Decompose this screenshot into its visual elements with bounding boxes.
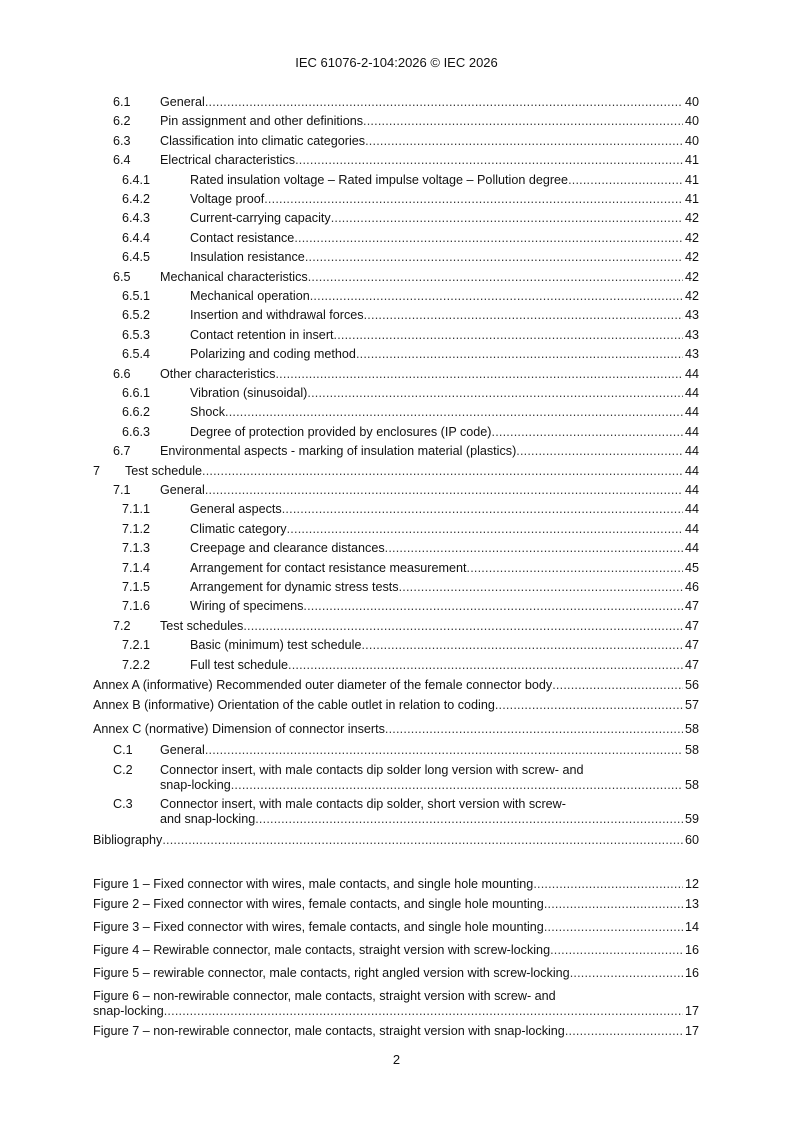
dot-leader [305,249,683,265]
entry-page-number: 44 [684,483,699,497]
entry-number: 7.1.6 [122,599,151,614]
dot-leader [570,965,683,981]
dot-leader [202,463,683,479]
toc-entry[interactable] [93,540,699,556]
entry-title: Shock [190,405,226,420]
entry-page-number: 44 [684,463,699,478]
entry-page-number: 59 [684,812,699,826]
dot-leader [544,919,683,935]
dot-leader [365,133,683,149]
entry-number: 7.1 [113,483,131,497]
toc-entry[interactable] [93,443,699,459]
entry-page-number: 43 [684,308,699,323]
toc-entry[interactable] [93,133,699,149]
entry-page-number: 47 [684,618,699,633]
figure-entry[interactable] [93,896,699,912]
entry-number: 7.1.2 [122,521,151,536]
entry-title: Classification into climatic categories [160,133,366,148]
entry-title: Figure 4 – Rewirable connector, male contacts, straight version with screw-locking [93,943,551,957]
entry-title: Figure 7 – non-rewirable connector, male contacts, straight version with snap-locking [93,1024,565,1038]
entry-number: 7.2.2 [122,657,151,672]
toc-entry[interactable] [93,288,699,304]
toc-entry[interactable] [93,482,699,498]
dot-leader [255,811,683,827]
entry-title-continued: snap-locking [93,1004,164,1018]
toc-entry[interactable] [93,560,699,576]
entry-title: Mechanical operation [190,289,310,303]
entry-number: 6.6.3 [122,424,151,439]
entry-number: 6.1 [113,95,131,109]
dot-leader [467,560,683,576]
entry-title: Environmental aspects - marking of insulation material (plastics) [160,444,517,459]
entry-page-number: 17 [684,1004,699,1018]
entry-number: 6.4.1 [122,172,151,187]
entry-title: Figure 6 – non-rewirable connector, male contacts, straight version with screw- and [93,989,556,1003]
dot-leader [544,896,683,912]
entry-title: Vibration (sinusoidal) [190,386,308,400]
entry-page-number: 42 [684,230,699,245]
toc-entry[interactable] [93,796,699,826]
entry-title: Wiring of specimens [190,599,304,614]
dot-leader [364,307,683,323]
dot-leader [162,832,683,848]
entry-title: Climatic category [190,521,287,536]
entry-title: Electrical characteristics [160,153,296,168]
entry-title: Annex C (normative) Dimension of connector inserts [93,722,385,736]
dot-leader [385,540,683,556]
toc-entry[interactable] [93,762,699,792]
entry-page-number: 60 [684,833,699,847]
dot-leader [295,152,683,168]
toc-entry[interactable] [93,191,699,207]
entry-number: 6.5.1 [122,289,151,303]
entry-page-number: 44 [684,424,699,439]
entry-number: 6.4.4 [122,230,151,245]
entry-page-number: 47 [684,599,699,614]
dot-leader [225,404,683,420]
entry-title: Figure 1 – Fixed connector with wires, male contacts, and single hole mounting [93,877,534,891]
toc-entry[interactable] [93,637,699,653]
toc-entry[interactable] [93,463,699,479]
toc-entry[interactable] [93,501,699,517]
entry-title-continued: and snap-locking [160,812,256,826]
dot-leader [287,521,683,537]
entry-number: 6.5.3 [122,327,151,342]
entry-title: Contact resistance [190,230,295,245]
entry-page-number: 58 [684,743,699,757]
toc-entry[interactable] [93,172,699,188]
dot-leader [356,346,683,362]
entry-title: Pin assignment and other definitions [160,114,364,129]
entry-title: General aspects [190,502,282,517]
entry-page-number: 16 [684,943,699,957]
entry-number: 6.5 [113,269,131,284]
entry-page-number: 44 [684,521,699,536]
toc-entry[interactable] [93,424,699,440]
entry-title: Current-carrying capacity [190,211,331,226]
entry-page-number: 41 [684,172,699,187]
toc-entry[interactable] [93,579,699,595]
entry-page-number: 58 [684,778,699,792]
entry-page-number: 44 [684,366,699,381]
dot-leader [205,94,683,110]
entry-title: Connector insert, with male contacts dip solder, short version with screw- [160,797,566,811]
entry-page-number: 42 [684,269,699,284]
toc-entry[interactable] [93,269,699,285]
toc-entry[interactable] [93,230,699,246]
figure-entry[interactable] [93,988,699,1018]
dot-leader [288,657,683,673]
entry-title-continued: snap-locking [160,778,231,792]
dot-leader [205,742,683,758]
figure-entry[interactable] [93,965,699,981]
dot-leader [334,327,683,343]
entry-page-number: 12 [684,877,699,891]
toc-entry[interactable] [93,404,699,420]
toc-entry[interactable] [93,113,699,129]
entry-number: 6.7 [113,444,131,459]
dot-leader [231,777,683,793]
entry-title: Figure 3 – Fixed connector with wires, female contacts, and single hole mounting [93,920,544,934]
dot-leader [385,721,683,737]
dot-leader [264,191,683,207]
dot-leader [568,172,683,188]
entry-title: Insulation resistance [190,250,305,265]
toc-entry[interactable] [93,742,699,758]
toc-entry[interactable] [93,521,699,537]
entry-number: 6.4.5 [122,250,151,265]
toc-entry[interactable] [93,327,699,343]
toc-entry[interactable] [93,677,699,693]
entry-title: General [160,483,205,497]
dot-leader [307,385,683,401]
entry-title: General [160,95,205,109]
dot-leader [294,230,683,246]
figure-entry[interactable] [93,919,699,935]
entry-number: C.1 [113,743,133,757]
entry-number: 7.1.4 [122,560,151,575]
entry-title: Arrangement for dynamic stress tests [190,580,399,594]
entry-page-number: 44 [684,444,699,459]
entry-page-number: 40 [684,114,699,129]
entry-title: Degree of protection provided by enclosures (IP code) [190,424,492,439]
entry-title: Test schedules [160,618,244,633]
entry-number: 7.2 [113,618,131,633]
entry-number: C.2 [113,763,133,777]
dot-leader [331,210,683,226]
entry-page-number: 45 [684,560,699,575]
entry-title: Full test schedule [190,657,289,672]
entry-title: Rated insulation voltage – Rated impulse voltage – Pollution degree [190,172,569,187]
figure-entry[interactable] [93,942,699,958]
entry-title: Figure 2 – Fixed connector with wires, female contacts, and single hole mounting [93,897,544,911]
entry-title: Arrangement for contact resistance measurement [190,560,467,575]
entry-number: 6.2 [113,114,131,129]
dot-leader [275,366,683,382]
entry-page-number: 16 [684,966,699,980]
dot-leader [492,424,683,440]
entry-title: Mechanical characteristics [160,269,308,284]
entry-number: 6.6.2 [122,405,151,420]
entry-page-number: 47 [684,638,699,653]
entry-page-number: 14 [684,920,699,934]
entry-number: 6.6 [113,366,131,381]
dot-leader [565,1023,683,1039]
toc-entry[interactable] [93,94,699,110]
dot-leader [308,269,683,285]
entry-number: 6.5.4 [122,347,151,362]
toc-entry[interactable] [93,366,699,382]
entry-title: Polarizing and coding method [190,347,356,362]
entry-title: Connector insert, with male contacts dip solder long version with screw- and [160,763,584,777]
dot-leader [399,579,683,595]
entry-page-number: 42 [684,250,699,265]
entry-title: Bibliography [93,833,163,847]
entry-number: 6.4.2 [122,192,151,206]
entry-title: Other characteristics [160,366,276,381]
entry-number: 7 [93,463,101,478]
dot-leader [550,942,683,958]
entry-page-number: 42 [684,289,699,303]
dot-leader [363,113,683,129]
toc-entry[interactable] [93,249,699,265]
entry-page-number: 44 [684,502,699,517]
toc-entry[interactable] [93,346,699,362]
dot-leader [361,637,683,653]
entry-page-number: 56 [684,678,699,692]
entry-title: Insertion and withdrawal forces [190,308,364,323]
entry-number: 7.1.1 [122,502,151,517]
entry-page-number: 43 [684,347,699,362]
entry-page-number: 44 [684,386,699,400]
entry-page-number: 58 [684,722,699,736]
entry-page-number: 17 [684,1024,699,1038]
dot-leader [552,677,683,693]
entry-number: 7.1.5 [122,580,151,594]
entry-page-number: 40 [684,95,699,109]
dot-leader [243,618,683,634]
toc-entry[interactable] [93,657,699,673]
entry-title: Annex B (informative) Orientation of the cable outlet in relation to coding [93,698,495,712]
entry-number: C.3 [113,797,133,811]
entry-page-number: 13 [684,897,699,911]
toc-entry[interactable] [93,598,699,614]
dot-leader [303,598,683,614]
entry-title: Creepage and clearance distances [190,541,385,556]
toc-entry[interactable] [93,721,699,737]
entry-title: General [160,743,205,757]
toc-entry[interactable] [93,618,699,634]
entry-page-number: 42 [684,211,699,226]
dot-leader [164,1003,683,1019]
toc-entry[interactable] [93,210,699,226]
entry-title: Annex A (informative) Recommended outer diameter of the female connector body [93,678,553,692]
entry-number: 6.4.3 [122,211,151,226]
entry-page-number: 46 [684,580,699,594]
entry-title: Voltage proof [190,192,265,206]
entry-page-number: 43 [684,327,699,342]
entry-number: 6.4 [113,153,131,168]
dot-leader [516,443,683,459]
entry-number: 6.3 [113,133,131,148]
entry-title: Figure 5 – rewirable connector, male contacts, right angled version with screw-locking [93,966,570,980]
entry-page-number: 44 [684,405,699,420]
figure-entry[interactable] [93,876,699,892]
entry-page-number: 41 [684,153,699,168]
toc-entry[interactable] [93,385,699,401]
dot-leader [533,876,683,892]
entry-title: Basic (minimum) test schedule [190,638,362,653]
dot-leader [282,501,683,517]
page-number: 2 [392,1052,401,1067]
toc-entry[interactable] [93,697,699,713]
toc-entry[interactable] [93,152,699,168]
dot-leader [205,482,683,498]
dot-leader [310,288,683,304]
entry-page-number: 40 [684,133,699,148]
entry-number: 6.6.1 [122,386,151,400]
entry-number: 6.5.2 [122,308,151,323]
entry-number: 7.2.1 [122,638,151,653]
entry-page-number: 47 [684,657,699,672]
entry-title: Contact retention in insert [190,327,334,342]
entry-page-number: 44 [684,541,699,556]
entry-page-number: 41 [684,192,699,206]
toc-entry[interactable] [93,832,699,848]
entry-title: Test schedule [125,463,203,478]
document-header: IEC 61076-2-104:2026 © IEC 2026 [295,55,498,70]
dot-leader [495,697,683,713]
entry-number: 7.1.3 [122,541,151,556]
entry-page-number: 57 [684,698,699,712]
toc-entry[interactable] [93,307,699,323]
figure-entry[interactable] [93,1023,699,1039]
